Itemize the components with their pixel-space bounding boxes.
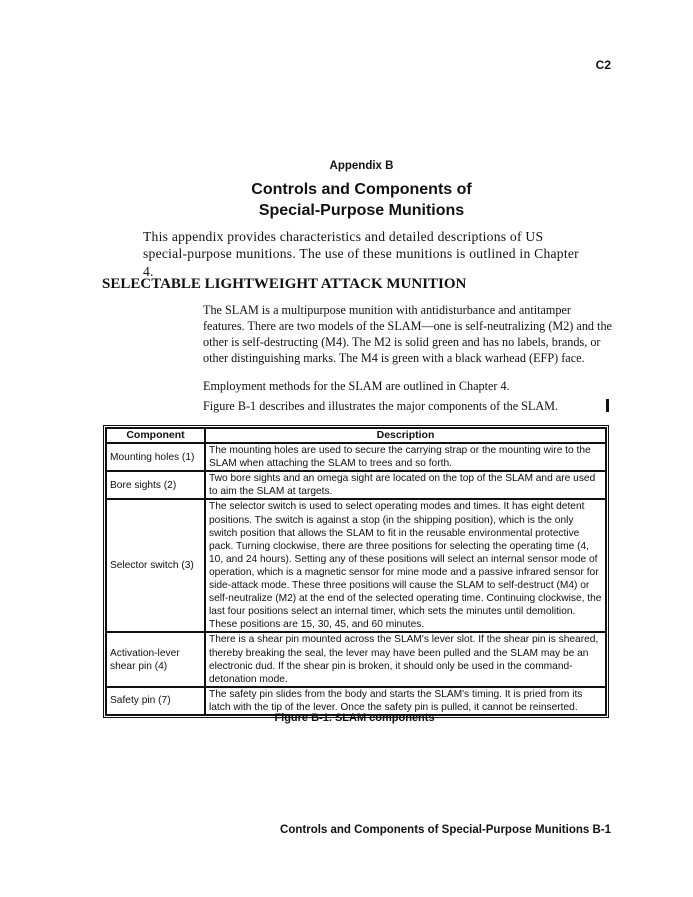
column-header-component: Component bbox=[106, 428, 205, 443]
component-cell: Selector switch (3) bbox=[106, 499, 205, 632]
slam-description-paragraph: The SLAM is a multipurpose munition with antidisturbance and antitamper features. There are two models of the SLAM—one is self-neutralizing (M2) and the other is self-destructing (M4). The M2 is solid green and has no labels, brands, or other distinguishing marks. The M4 is green with a black warhead (EFP) face. bbox=[203, 303, 612, 365]
page-title bbox=[0, 179, 693, 221]
intro-paragraph: This appendix provides characteristics and detailed descriptions of US special-purpose munitions. The use of these munitions is outlined in Chapter 4. bbox=[143, 229, 579, 279]
title-line-1: Controls and Components of bbox=[251, 181, 472, 198]
figure-reference-paragraph: Figure B-1 describes and illustrates the major components of the SLAM. bbox=[203, 399, 559, 413]
components-table bbox=[103, 425, 609, 718]
table-header-row bbox=[106, 428, 606, 443]
description-cell: There is a shear pin mounted across the SLAM's lever slot. If the shear pin is sheared, thereby breaking the seal, the lever may have been pulled and the SLAM may be an electronic dud. If the shear pin is broken, it should only be used in the command-detonation mode. bbox=[205, 632, 606, 686]
column-header-description: Description bbox=[205, 428, 606, 443]
title-line-2: Special-Purpose Munitions bbox=[258, 202, 465, 219]
table-row bbox=[106, 499, 606, 632]
table-row bbox=[106, 471, 606, 499]
component-cell: Bore sights (2) bbox=[106, 471, 205, 499]
section-heading: SELECTABLE LIGHTWEIGHT ATTACK MUNITION bbox=[102, 276, 467, 292]
figure-caption: Figure B-1. SLAM components bbox=[274, 712, 435, 724]
description-cell: The safety pin slides from the body and starts the SLAM's timing. It is pried from its latch with the tip of the lever. Once the safety pin is pulled, it cannot be reinserted. bbox=[205, 687, 606, 715]
change-mark: C2 bbox=[595, 58, 611, 72]
page-footer: Controls and Components of Special-Purpose Munitions B-1 bbox=[280, 824, 611, 836]
appendix-label: Appendix B bbox=[329, 160, 394, 172]
table-row bbox=[106, 632, 606, 686]
table-row bbox=[106, 443, 606, 471]
table-row bbox=[106, 687, 606, 715]
component-cell: Safety pin (7) bbox=[106, 687, 205, 715]
description-cell: The mounting holes are used to secure the carrying strap or the mounting wire to the SLAM when attaching the SLAM to trees and so forth. bbox=[205, 443, 606, 471]
employment-paragraph: Employment methods for the SLAM are outlined in Chapter 4. bbox=[203, 379, 510, 393]
component-cell: Mounting holes (1) bbox=[106, 443, 205, 471]
description-cell: Two bore sights and an omega sight are located on the top of the SLAM and are used to aim the SLAM at targets. bbox=[205, 471, 606, 499]
description-cell: The selector switch is used to select operating modes and times. It has eight detent positions. The switch is against a stop (in the shipping position), which is the only switch position that allows the SLAM to fit in the reusable environmental protective pack. Turning clockwise, there are three positions for selecting the operating time (4, 10, and 24 hours). Setting any of these positions will select an internal sensor mode of operation, which is a magnetic sensor for mine mode and a passive infrared sensor for side-attack mode. These three positions will cause the SLAM to self-destruct (M4) or self-neutralize (M2) at the end of the selected operating time. Continuing clockwise, the last four positions select an internal timer, which sets the minutes until demolition. These positions are 15, 30, 45, and 60 minutes. bbox=[205, 499, 606, 632]
component-cell: Activation-lever shear pin (4) bbox=[106, 632, 205, 686]
revision-bar bbox=[606, 399, 609, 412]
